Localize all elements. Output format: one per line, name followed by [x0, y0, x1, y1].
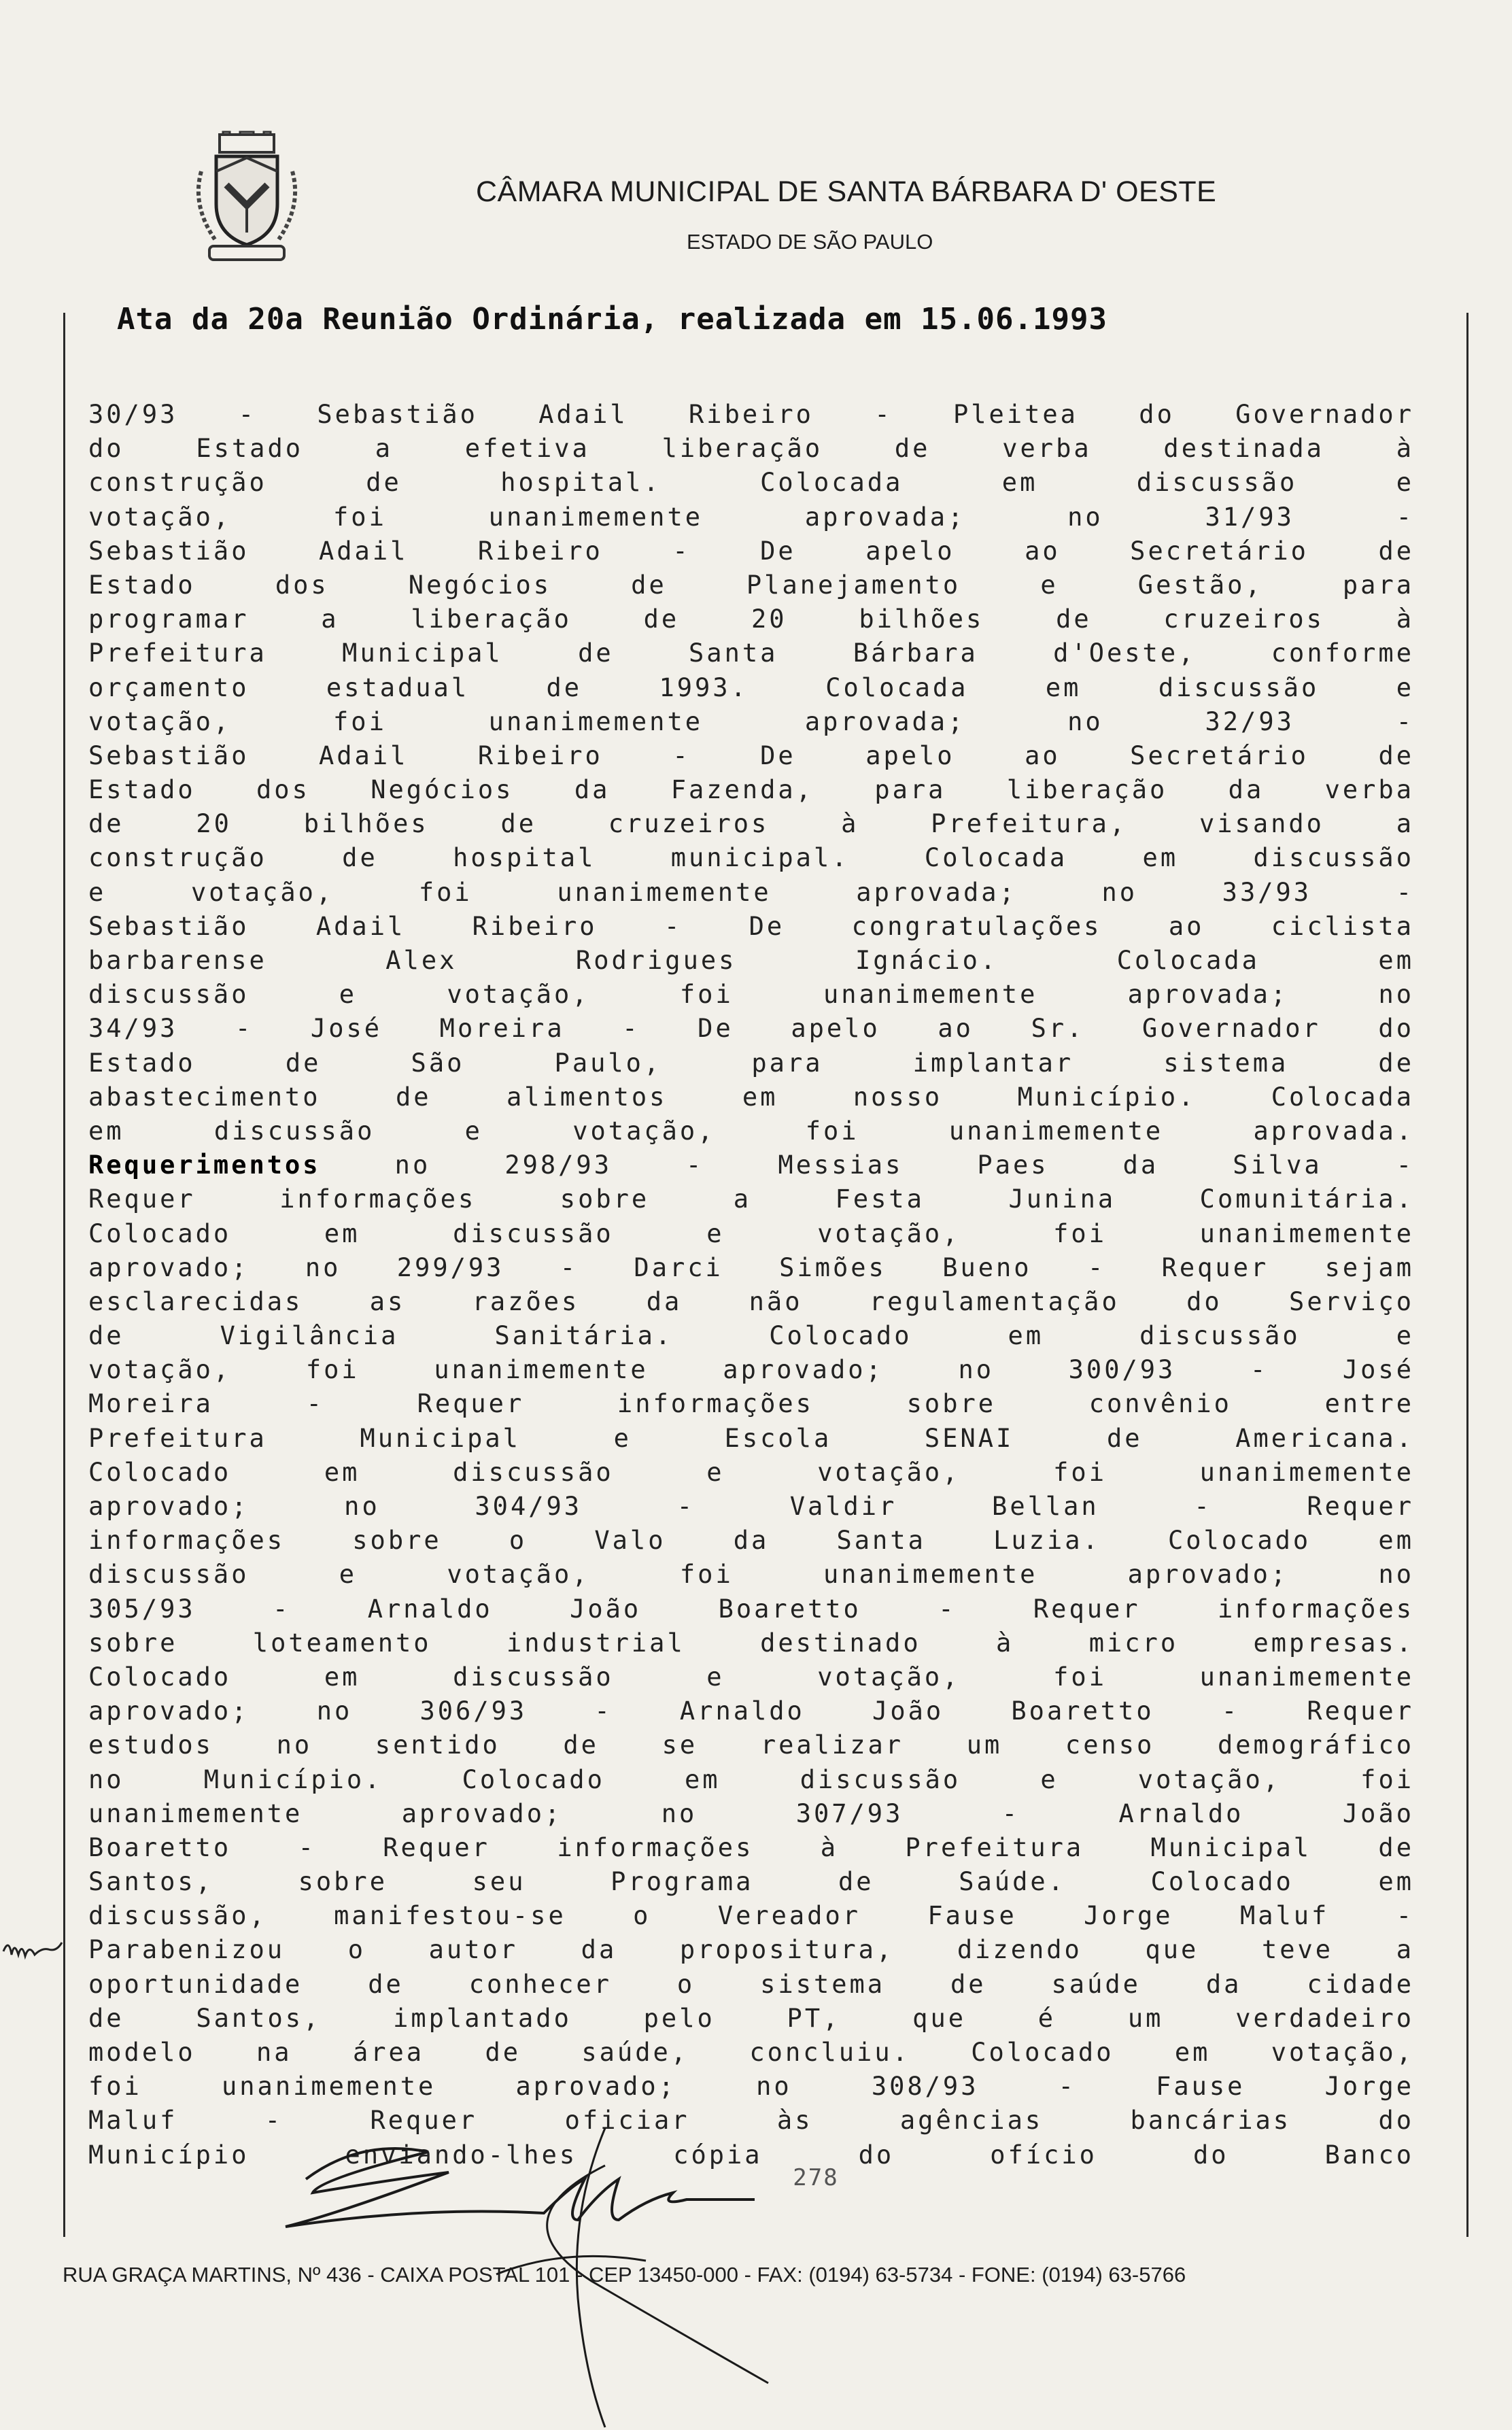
- body-line: construção de hospital. Colocada em discussão e: [88, 468, 1414, 498]
- body-line: e votação, foi unanimemente aprovada; no 33/93 -: [88, 877, 1414, 907]
- body-line: no Município. Colocado em discussão e votação, foi: [88, 1764, 1414, 1794]
- body-line: Sebastião Adail Ribeiro - De congratulações ao ciclista: [88, 911, 1414, 941]
- body-line: Prefeitura Municipal de Santa Bárbara d'Oeste, conforme: [88, 638, 1414, 668]
- body-line-requerimentos: Requerimentos no 298/93 - Messias Paes da Silva -: [88, 1150, 1414, 1180]
- body-line: votação, foi unanimemente aprovada; no 31/93 -: [88, 502, 1414, 532]
- body-line: Colocado em discussão e votação, foi unanimemente: [88, 1662, 1414, 1692]
- body-line: estudos no sentido de se realizar um censo demográfico: [88, 1730, 1414, 1760]
- body-line: Requer informações sobre a Festa Junina Comunitária.: [88, 1184, 1414, 1214]
- body-line: 305/93 - Arnaldo João Boaretto - Requer informações: [88, 1594, 1414, 1624]
- municipal-crest-icon: [189, 131, 305, 267]
- body-line: abastecimento de alimentos em nosso Município. Colocada: [88, 1082, 1414, 1112]
- body-line: votação, foi unanimemente aprovada; no 32/93 -: [88, 706, 1414, 736]
- body-line: votação, foi unanimemente aprovado; no 300/93 - José: [88, 1355, 1414, 1385]
- body-line: Colocado em discussão e votação, foi unanimemente: [88, 1218, 1414, 1248]
- body-line: discussão e votação, foi unanimemente aprovada; no: [88, 980, 1414, 1010]
- minutes-body: [88, 398, 1414, 2172]
- body-line: esclarecidas as razões da não regulamentação do Serviço: [88, 1286, 1414, 1316]
- body-line: Boaretto - Requer informações à Prefeitura Municipal de: [88, 1832, 1414, 1862]
- body-line: aprovado; no 299/93 - Darci Simões Bueno - Requer sejam: [88, 1252, 1414, 1282]
- state-name: ESTADO DE SÃO PAULO: [687, 230, 933, 254]
- margin-initials-mark: [0, 1924, 88, 1972]
- body-line: Prefeitura Municipal e Escola SENAI de Americana.: [88, 1423, 1414, 1453]
- body-line: do Estado a efetiva liberação de verba destinada à: [88, 434, 1414, 464]
- minutes-title: Ata da 20a Reunião Ordinária, realizada em 15.06.1993: [117, 302, 1107, 337]
- body-line: aprovado; no 304/93 - Valdir Bellan - Requer: [88, 1492, 1414, 1521]
- body-line: unanimemente aprovado; no 307/93 - Arnaldo João: [88, 1798, 1414, 1828]
- body-line: orçamento estadual de 1993. Colocada em discussão e: [88, 672, 1414, 702]
- body-line: 30/93 - Sebastião Adail Ribeiro - Pleitea do Governador: [88, 400, 1414, 429]
- body-line: de Santos, implantado pelo PT, que é um verdadeiro: [88, 2003, 1414, 2033]
- body-line: 34/93 - José Moreira - De apelo ao Sr. Governador do: [88, 1014, 1414, 1044]
- body-line: de 20 bilhões de cruzeiros à Prefeitura, visando a: [88, 809, 1414, 839]
- body-line: Estado dos Negócios de Planejamento e Gestão, para: [88, 570, 1414, 600]
- right-margin-rule: [1466, 313, 1468, 2237]
- body-line: Maluf - Requer oficiar às agências bancárias do: [88, 2106, 1414, 2136]
- body-line: Colocado em discussão e votação, foi unanimemente: [88, 1457, 1414, 1487]
- body-line: programar a liberação de 20 bilhões de cruzeiros à: [88, 604, 1414, 634]
- body-line: Sebastião Adail Ribeiro - De apelo ao Secretário de: [88, 536, 1414, 566]
- body-line: discussão e votação, foi unanimemente aprovado; no: [88, 1560, 1414, 1590]
- body-line: Sebastião Adail Ribeiro - De apelo ao Secretário de: [88, 740, 1414, 770]
- page-number: 278: [793, 2164, 839, 2191]
- footer-address: RUA GRAÇA MARTINS, Nº 436 - CAIXA POSTAL 101 - CEP 13450-000 - FAX: (0194) 63-5734 - FONE: (0194) 63-5766: [63, 2263, 1186, 2287]
- body-line: Município enviando-lhes cópia do ofício do Banco: [88, 2140, 1414, 2170]
- body-line: de Vigilância Sanitária. Colocado em discussão e: [88, 1321, 1414, 1351]
- requerimentos-heading: Requerimentos: [88, 1150, 321, 1180]
- body-line: aprovado; no 306/93 - Arnaldo João Boaretto - Requer: [88, 1696, 1414, 1726]
- body-line: Estado de São Paulo, para implantar sistema de: [88, 1048, 1414, 1078]
- body-line: Moreira - Requer informações sobre convênio entre: [88, 1389, 1414, 1419]
- body-line: oportunidade de conhecer o sistema de saúde da cidade: [88, 1969, 1414, 1999]
- body-line: barbarense Alex Rodrigues Ignácio. Colocada em: [88, 946, 1414, 975]
- body-line: sobre loteamento industrial destinado à micro empresas.: [88, 1628, 1414, 1658]
- body-line: em discussão e votação, foi unanimemente aprovada.: [88, 1116, 1414, 1146]
- body-line: Santos, sobre seu Programa de Saúde. Colocado em: [88, 1867, 1414, 1897]
- body-line: discussão, manifestou-se o Vereador Fause Jorge Maluf -: [88, 1901, 1414, 1931]
- body-line: informações sobre o Valo da Santa Luzia. Colocado em: [88, 1526, 1414, 1556]
- body-line: modelo na área de saúde, concluiu. Colocado em votação,: [88, 2038, 1414, 2067]
- body-line: Estado dos Negócios da Fazenda, para liberação da verba: [88, 775, 1414, 805]
- body-line: Parabenizou o autor da propositura, dizendo que teve a: [88, 1935, 1414, 1965]
- body-line: construção de hospital municipal. Colocada em discussão: [88, 843, 1414, 873]
- chamber-name: CÂMARA MUNICIPAL DE SANTA BÁRBARA D' OESTE: [476, 175, 1217, 208]
- body-line: foi unanimemente aprovado; no 308/93 - Fause Jorge: [88, 2072, 1414, 2102]
